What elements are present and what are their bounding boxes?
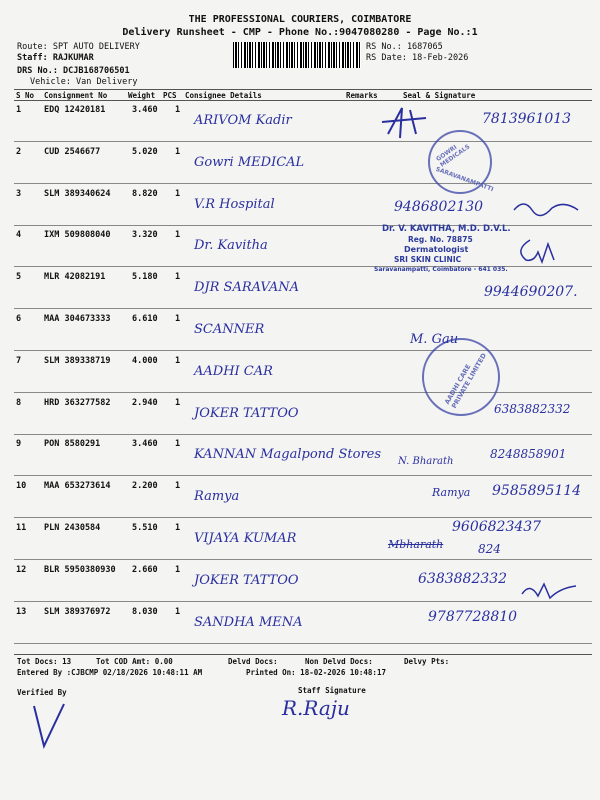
row-consignment: SLM 389340624 (44, 188, 111, 199)
row-weight: 5.020 (132, 146, 158, 157)
rs-number: RS No.: 1687065 (366, 42, 443, 52)
row-consignment: CUD 2546677 (44, 146, 101, 157)
row-weight: 6.610 (132, 314, 158, 324)
row-consignment: IXM 509808040 (44, 230, 111, 241)
signature-row1-mark (380, 104, 440, 144)
row-consignment: HRD 363277582 (44, 397, 111, 408)
signature-row11-note: 824 (478, 542, 501, 556)
signature-row11: Mbharath (388, 538, 444, 551)
col-seal: Seal & Signature (403, 91, 476, 100)
row-pcs: 1 (175, 397, 181, 408)
row-consignee: JOKER TATTOO (194, 572, 299, 588)
row-sno: 10 (16, 481, 27, 492)
verified-by-label: Verified By (17, 688, 67, 697)
footer-rule (14, 654, 592, 655)
table-row (14, 603, 592, 644)
row-weight: 5.180 (132, 272, 158, 283)
table-row (14, 352, 592, 393)
staff-signature: R.Raju (282, 696, 350, 720)
staff-label: Staff: RAJKUMAR (17, 53, 94, 63)
row-weight: 2.200 (132, 481, 158, 492)
row-weight: 8.820 (132, 188, 158, 199)
staff-signature-label: Staff Signature (298, 686, 366, 695)
rs-date: RS Date: 18-Feb-2026 (366, 53, 469, 63)
seal-text: SARAVANAMPATTI (434, 165, 495, 194)
row-consignment: BLR 5950380930 (44, 564, 116, 575)
vehicle-label: Vehicle: Van Delivery (30, 77, 138, 87)
row-pcs: 1 (175, 146, 181, 157)
row-sno: 3 (16, 188, 22, 199)
doctor-spec: Dermatologist (404, 245, 469, 254)
row-sno: 12 (16, 564, 27, 575)
row-pcs: 1 (175, 230, 181, 241)
total-docs: Tot Docs: 13 (17, 657, 72, 666)
col-weight: Weight (128, 91, 156, 100)
row-pcs: 1 (175, 314, 181, 324)
row-sno: 4 (16, 230, 22, 241)
runsheet-title: Delivery Runsheet - CMP - Phone No.:9047080280 - Page No.:1 (122, 27, 478, 38)
row-weight: 8.030 (132, 606, 158, 617)
row-pcs: 1 (175, 564, 181, 575)
delivered-docs: Delvd Docs: (228, 657, 278, 666)
row-sno: 9 (16, 439, 22, 450)
row-sno: 2 (16, 146, 22, 157)
row-pcs: 1 (175, 523, 181, 533)
row-phone: 8248858901 (490, 447, 567, 462)
doctor-name: Dr. V. KAVITHA, M.D. D.V.L. (382, 224, 511, 234)
row-consignee: ARIVOM Kadir (194, 113, 292, 128)
signature-row6: M. Gau (410, 332, 459, 347)
row-consignment: MAA 653273614 (44, 481, 111, 492)
row-consignment: SLM 389338719 (44, 355, 111, 366)
doctor-clinic: SRI SKIN CLINIC (394, 255, 462, 264)
row-weight: 4.000 (132, 355, 158, 366)
row-pcs: 1 (175, 355, 181, 366)
row-weight: 2.660 (132, 564, 158, 575)
row-consignment: SLM 389376972 (44, 606, 111, 617)
header-rule-top (14, 89, 592, 90)
entered-by: Entered By :CJBCMP 02/18/2026 10:48:11 AM (17, 668, 203, 677)
table-row (14, 185, 592, 226)
row-consignment: MAA 304673333 (44, 314, 111, 324)
row-consignment: MLR 42082191 (44, 272, 106, 283)
row-pcs: 1 (175, 481, 181, 492)
row-consignee: SANDHA MENA (194, 614, 303, 630)
row-phone: 9787728810 (428, 608, 518, 625)
aadhi-care-seal (422, 338, 500, 416)
row-phone: 9606823437 (452, 519, 542, 535)
col-pcs: PCS (163, 91, 177, 100)
row-consignee: Gowri MEDICAL (194, 154, 305, 170)
row-sno: 7 (16, 355, 22, 366)
row-sno: 11 (16, 523, 27, 533)
row-consignee: SCANNER (194, 322, 265, 337)
col-remarks: Remarks (346, 91, 378, 100)
total-cod: Tot COD Amt: 0.00 (96, 657, 173, 666)
row-consignment: EDQ 12420181 (44, 105, 106, 115)
signature-row3-mark (512, 196, 582, 224)
row-consignment: PON 8580291 (44, 439, 101, 450)
doctor-address: Saravanampatti, Coimbatore - 641 035. (374, 266, 508, 273)
verified-by-mark (30, 700, 70, 750)
table-row (14, 561, 592, 602)
col-sno: S No (16, 91, 35, 100)
row-pcs: 1 (175, 272, 181, 283)
signature-row12-mark (520, 578, 580, 604)
row-weight: 3.460 (132, 439, 158, 450)
row-consignee: DJR SARAVANA (194, 280, 300, 296)
row-pcs: 1 (175, 188, 181, 199)
table-row (14, 435, 592, 476)
row-pcs: 1 (175, 606, 181, 617)
row-consignee: Dr. Kavitha (194, 238, 268, 254)
table-row (14, 519, 592, 560)
barcode (233, 42, 361, 68)
table-row (14, 143, 592, 184)
table-row (14, 477, 592, 518)
doctor-reg: Reg. No. 78875 (408, 235, 473, 244)
row-sno: 8 (16, 397, 22, 408)
row-consignee: AADHI CAR (194, 363, 273, 379)
signature-row10: Ramya (432, 486, 471, 499)
row-phone: 7813961013 (482, 111, 572, 127)
seal-text: AADHI CARE PRIVATE LIMITED (443, 351, 489, 410)
row-consignment: PLN 2430584 (44, 523, 101, 533)
row-weight: 2.940 (132, 397, 158, 408)
row-divider (14, 643, 592, 644)
table-row (14, 101, 592, 142)
row-weight: 3.320 (132, 230, 158, 241)
row-sno: 5 (16, 272, 22, 283)
drs-number: DRS No.: DCJB168706501 (17, 66, 130, 76)
table-row (14, 394, 592, 435)
company-title: THE PROFESSIONAL COURIERS, COIMBATORE (188, 14, 412, 25)
row-consignee: JOKER TATTOO (194, 405, 299, 421)
row-weight: 3.460 (132, 105, 158, 115)
route-label: Route: SPT AUTO DELIVERY (17, 42, 140, 52)
row-consignee: Ramya (194, 489, 240, 505)
delivery-points: Delvy Pts: (404, 657, 450, 666)
doctor-stamp (374, 224, 511, 273)
signature-row9: N. Bharath (398, 456, 454, 467)
row-weight: 5.510 (132, 523, 158, 533)
col-consignee: Consignee Details (185, 91, 262, 100)
row-phone: 6383882332 (494, 401, 571, 416)
row-consignee: V.R Hospital (194, 196, 275, 212)
printed-on: Printed On: 18-02-2026 10:48:17 (246, 668, 386, 677)
row-consignee: VIJAYA KUMAR (194, 531, 297, 546)
table-row (14, 268, 592, 309)
row-sno: 13 (16, 606, 27, 617)
col-consignment: Consignment No (44, 91, 108, 100)
row-pcs: 1 (175, 105, 181, 115)
row-pcs: 1 (175, 439, 181, 450)
row-phone: 6383882332 (418, 570, 508, 587)
seal-text: GOWRI MEDICALS (435, 143, 472, 169)
row-sno: 6 (16, 314, 22, 324)
row-phone: 9944690207. (484, 284, 578, 301)
row-consignee: KANNAN Magalpond Stores (194, 447, 382, 463)
non-delivered-docs: Non Delvd Docs: (305, 657, 373, 666)
table-row (14, 310, 592, 351)
row-sno: 1 (16, 105, 22, 115)
row-phone: 9585895114 (492, 483, 582, 500)
signature-row4-mark (512, 236, 562, 266)
row-phone: 9486802130 (394, 198, 484, 215)
